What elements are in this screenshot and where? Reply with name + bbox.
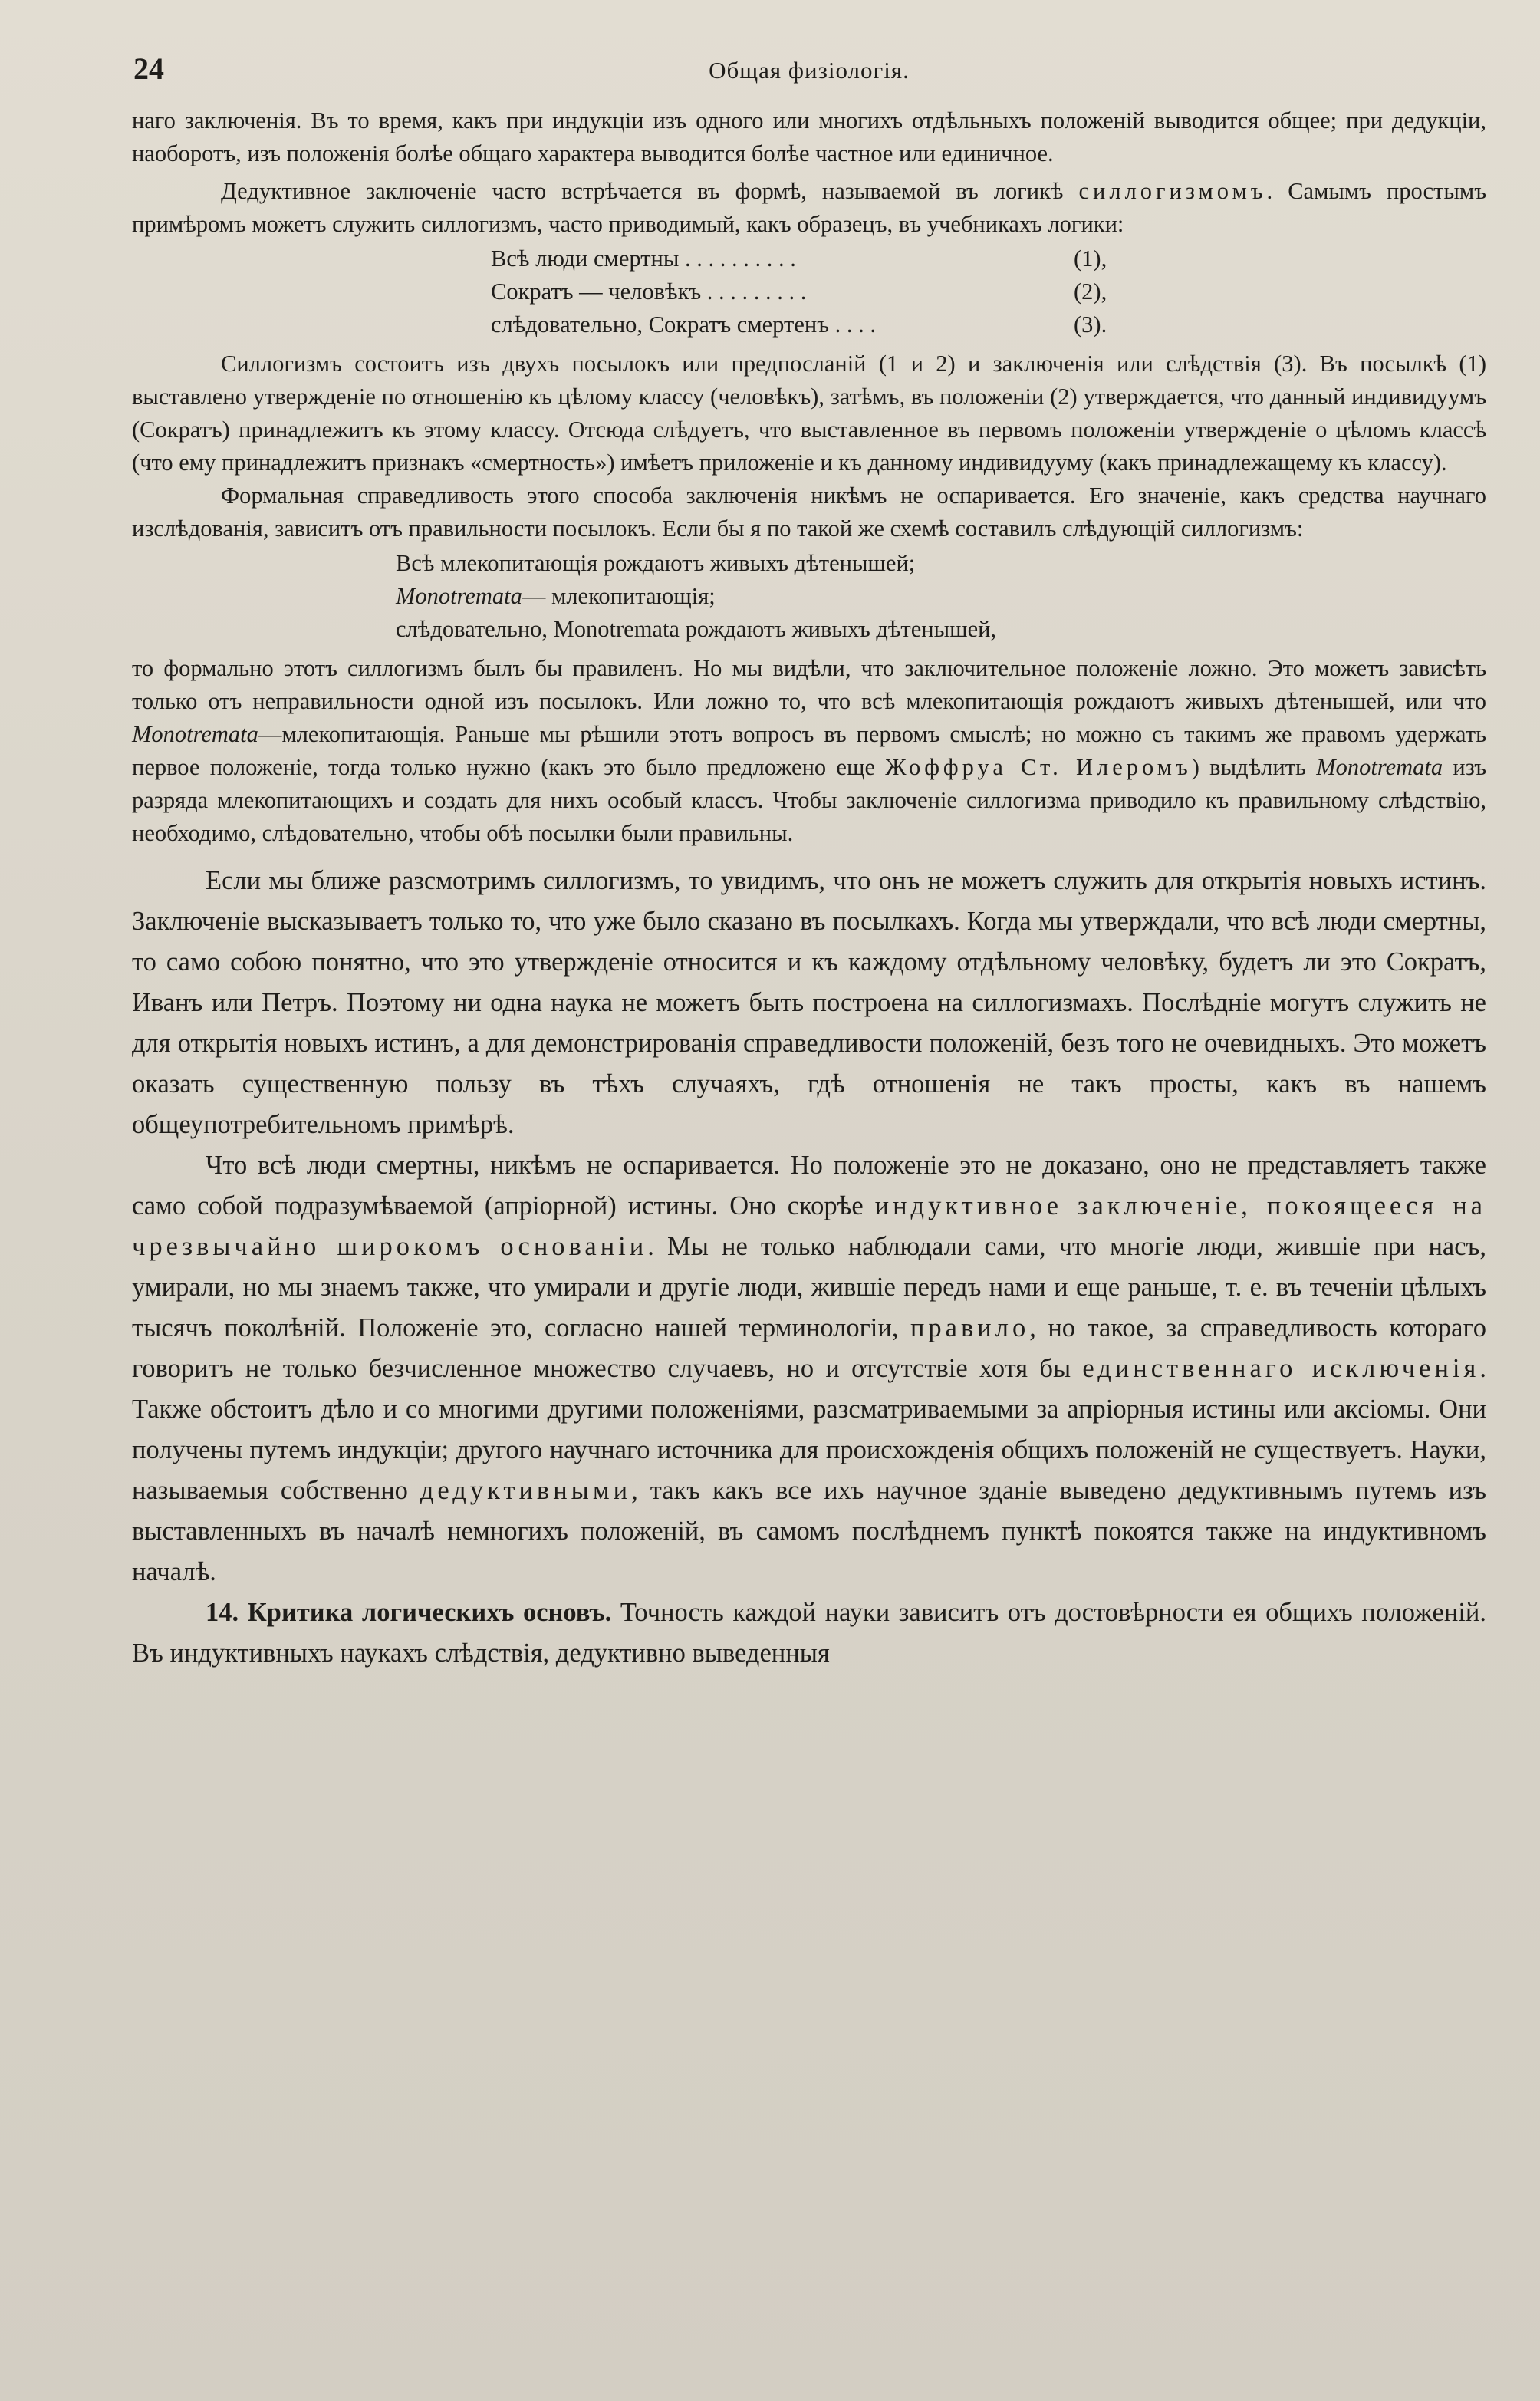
paragraph-7 (132, 1145, 1486, 1592)
syllogism-premise: Сократъ — человѣкъ . . . . . . . . . (491, 278, 807, 305)
text-run: изъ разряда млекопитающихъ и создать для нихъ особый классъ. Чтобы заключенiе силлогизма приводило къ правильному слѣдствiю, необходимо, слѣдовательно, чтобы обѣ посылки были правильны. (132, 754, 1486, 846)
syllogism-line (132, 613, 1486, 646)
syllogism-premise: Всѣ млекопитающiя рождаютъ живыхъ дѣтенышей; (396, 550, 916, 576)
syllogism-line (132, 275, 1486, 308)
paragraph-8 (132, 1592, 1486, 1674)
spaced-name: Жоффруа Ст. Илеромъ (885, 754, 1192, 780)
syllogism-premise: — млекопитающiя; (522, 583, 716, 609)
section-number: 14. (206, 1598, 239, 1627)
syllogism-premise: Всѣ люди смертны . . . . . . . . . . (491, 245, 796, 272)
syllogism-line (132, 242, 1486, 275)
text-run: . Мы не только наблюдали сами, что многiе люди, жившiе при насъ, умирали, но мы знаемъ также, что умирали и другiе люди, жившiе передъ нами и еще раньше, т. е. въ теченiи цѣлыхъ тысячъ поколѣнiй. Положенiе это, согласно нашей терминологiи, (132, 1232, 1486, 1342)
italic-term: Monotremata (132, 721, 258, 747)
spaced-term-rule: правило (910, 1313, 1030, 1342)
page-header (132, 40, 1486, 104)
paragraph-4: Формальная справедливость этого способа заключенiя никѣмъ не оспаривается. Его значенiе, какъ средства научнаго изслѣдованiя, зависитъ отъ правильности посылокъ. Если бы я по такой же схемѣ составилъ слѣдующiй силлогизмъ: (132, 483, 1486, 542)
syllogism-conclusion: слѣдовательно, Monotremata рождаютъ живыхъ дѣтенышей, (396, 616, 997, 642)
syllogism-line (132, 308, 1486, 341)
syllogism-line (132, 580, 1486, 613)
syllogism-number: (1), (1074, 245, 1107, 272)
text-run: . Самымъ простымъ примѣромъ можетъ служить силлогизмъ, часто приводимый, какъ образецъ, въ учебникахъ логики: (132, 178, 1486, 237)
page-number: 24 (133, 51, 164, 86)
text-run: ) выдѣлить (1191, 754, 1317, 780)
spaced-term-deductive: дедуктивными (420, 1476, 632, 1505)
paragraph-2 (132, 175, 1486, 241)
text-run: Что всѣ люди смертны, никѣмъ не оспаривается. Но положенiе это не доказано, оно не представляетъ также само собой подразумѣваемой (апрiорной) истины. Оно скорѣе (132, 1151, 1486, 1220)
paragraph-6: Если мы ближе разсмотримъ силлогизмъ, то увидимъ, что онъ не можетъ служить для открытiя новыхъ истинъ. Заключенiе высказываетъ только то, что уже было сказано въ посылкахъ. Когда мы утверждали, что всѣ люди смертны, то само собою понятно, что это утвержденiе относится и къ каждому отдѣльному человѣку, будетъ ли это Сократъ, Иванъ или Петръ. Поэтому ни одна наука не можетъ быть построена на силлогизмахъ. Послѣднiе могутъ служить не для открытiя новыхъ истинъ, а для демонстрированiя справедливости положенiй, безъ того не очевидныхъ. Это можетъ оказать существенную пользу въ тѣхъ случаяхъ, гдѣ отношенiя не такъ просты, какъ въ нашемъ общеупотребительномъ примѣрѣ. (132, 866, 1486, 1139)
text-run: то формально этотъ силлогизмъ былъ бы правиленъ. Но мы видѣли, что заключительное положенiе ложно. Это можетъ зависѣть только отъ неправильности одной изъ посылокъ. Или ложно то, что всѣ млекопитающiя рождаютъ живыхъ дѣтенышей, или что (132, 655, 1486, 714)
paragraph-3: Силлогизмъ состоитъ изъ двухъ посылокъ или предпосланiй (1 и 2) и заключенiя или слѣдствiя (3). Въ посылкѣ (1) выставлено утвержденiе по отношенiю къ цѣлому классу (человѣкъ), затѣмъ, въ положенiи (2) утверждается, что данный индивидуумъ (Сократъ) принадлежитъ къ этому классу. Отсюда слѣдуетъ, что выставленное въ первомъ положенiи утвержденiе о цѣломъ классѣ (что ему принадлежитъ признакъ «смертность») имѣетъ приложенiе и къ данному индивидууму (какъ принадлежащему къ классу). (132, 351, 1486, 476)
text-run: Точность каждой науки зависитъ отъ достовѣрности ея общихъ положенiй. Въ индуктивныхъ наукахъ слѣдствiя, дедуктивно выведенныя (132, 1598, 1486, 1668)
spaced-phrase: индуктивное заключенiе, покоящееся на чрезвычайно широкомъ основанiи (132, 1191, 1486, 1261)
running-title: Общая физiологiя. (709, 57, 910, 84)
text-run: —млекопитающiя. Раньше мы рѣшили этотъ вопросъ въ первомъ смыслѣ; но можно съ такимъ же правомъ удержать первое положенiе, тогда только нужно (какъ это было предложено еще (132, 721, 1486, 780)
syllogism-number: (3). (1074, 311, 1107, 338)
italic-term: Monotremata (1316, 754, 1443, 780)
section-heading: Критика логическихъ основъ. (247, 1598, 612, 1627)
syllogism-line (132, 547, 1486, 580)
text-run: , но такое, за справедливость котораго говоритъ не только безчисленное множество случаевъ, но и отсутствiе хотя бы (132, 1313, 1486, 1383)
syllogism-number: (2), (1074, 278, 1107, 305)
spaced-term-syllogism: силлогизмомъ (1078, 178, 1267, 204)
italic-term: Monotremata (396, 583, 522, 609)
paragraph-1: наго заключенiя. Въ то время, какъ при индукцiи изъ одного или многихъ отдѣльныхъ положенiй выводится общее; при дедукцiи, наоборотъ, изъ положенiя болѣе общаго характера выводится болѣе частное или единичное. (132, 107, 1486, 166)
syllogism-example-1 (132, 242, 1486, 341)
paragraph-5 (132, 652, 1486, 850)
text-run: Дедуктивное заключенiе часто встрѣчается въ формѣ, называемой въ логикѣ (221, 178, 1079, 204)
syllogism-conclusion: слѣдовательно, Сократъ смертенъ . . . . (491, 311, 876, 338)
syllogism-example-2 (132, 547, 1486, 646)
text-run: . Также обстоитъ дѣло и со многими другими положенiями, разсматриваемыми за апрiорныя истины или аксiомы. Они получены путемъ индукцiи; другого научнаго источника для происхожденiя общихъ положенiй не существуетъ. Науки, называемыя собственно (132, 1354, 1487, 1505)
spaced-phrase: единственнаго исключенiя (1082, 1354, 1480, 1383)
text-run: , такъ какъ все ихъ научное зданiе выведено дедуктивнымъ путемъ изъ выставленныхъ въ началѣ немногихъ положенiй, въ самомъ послѣднемъ пунктѣ покоятся также на индуктивномъ началѣ. (132, 1476, 1487, 1586)
